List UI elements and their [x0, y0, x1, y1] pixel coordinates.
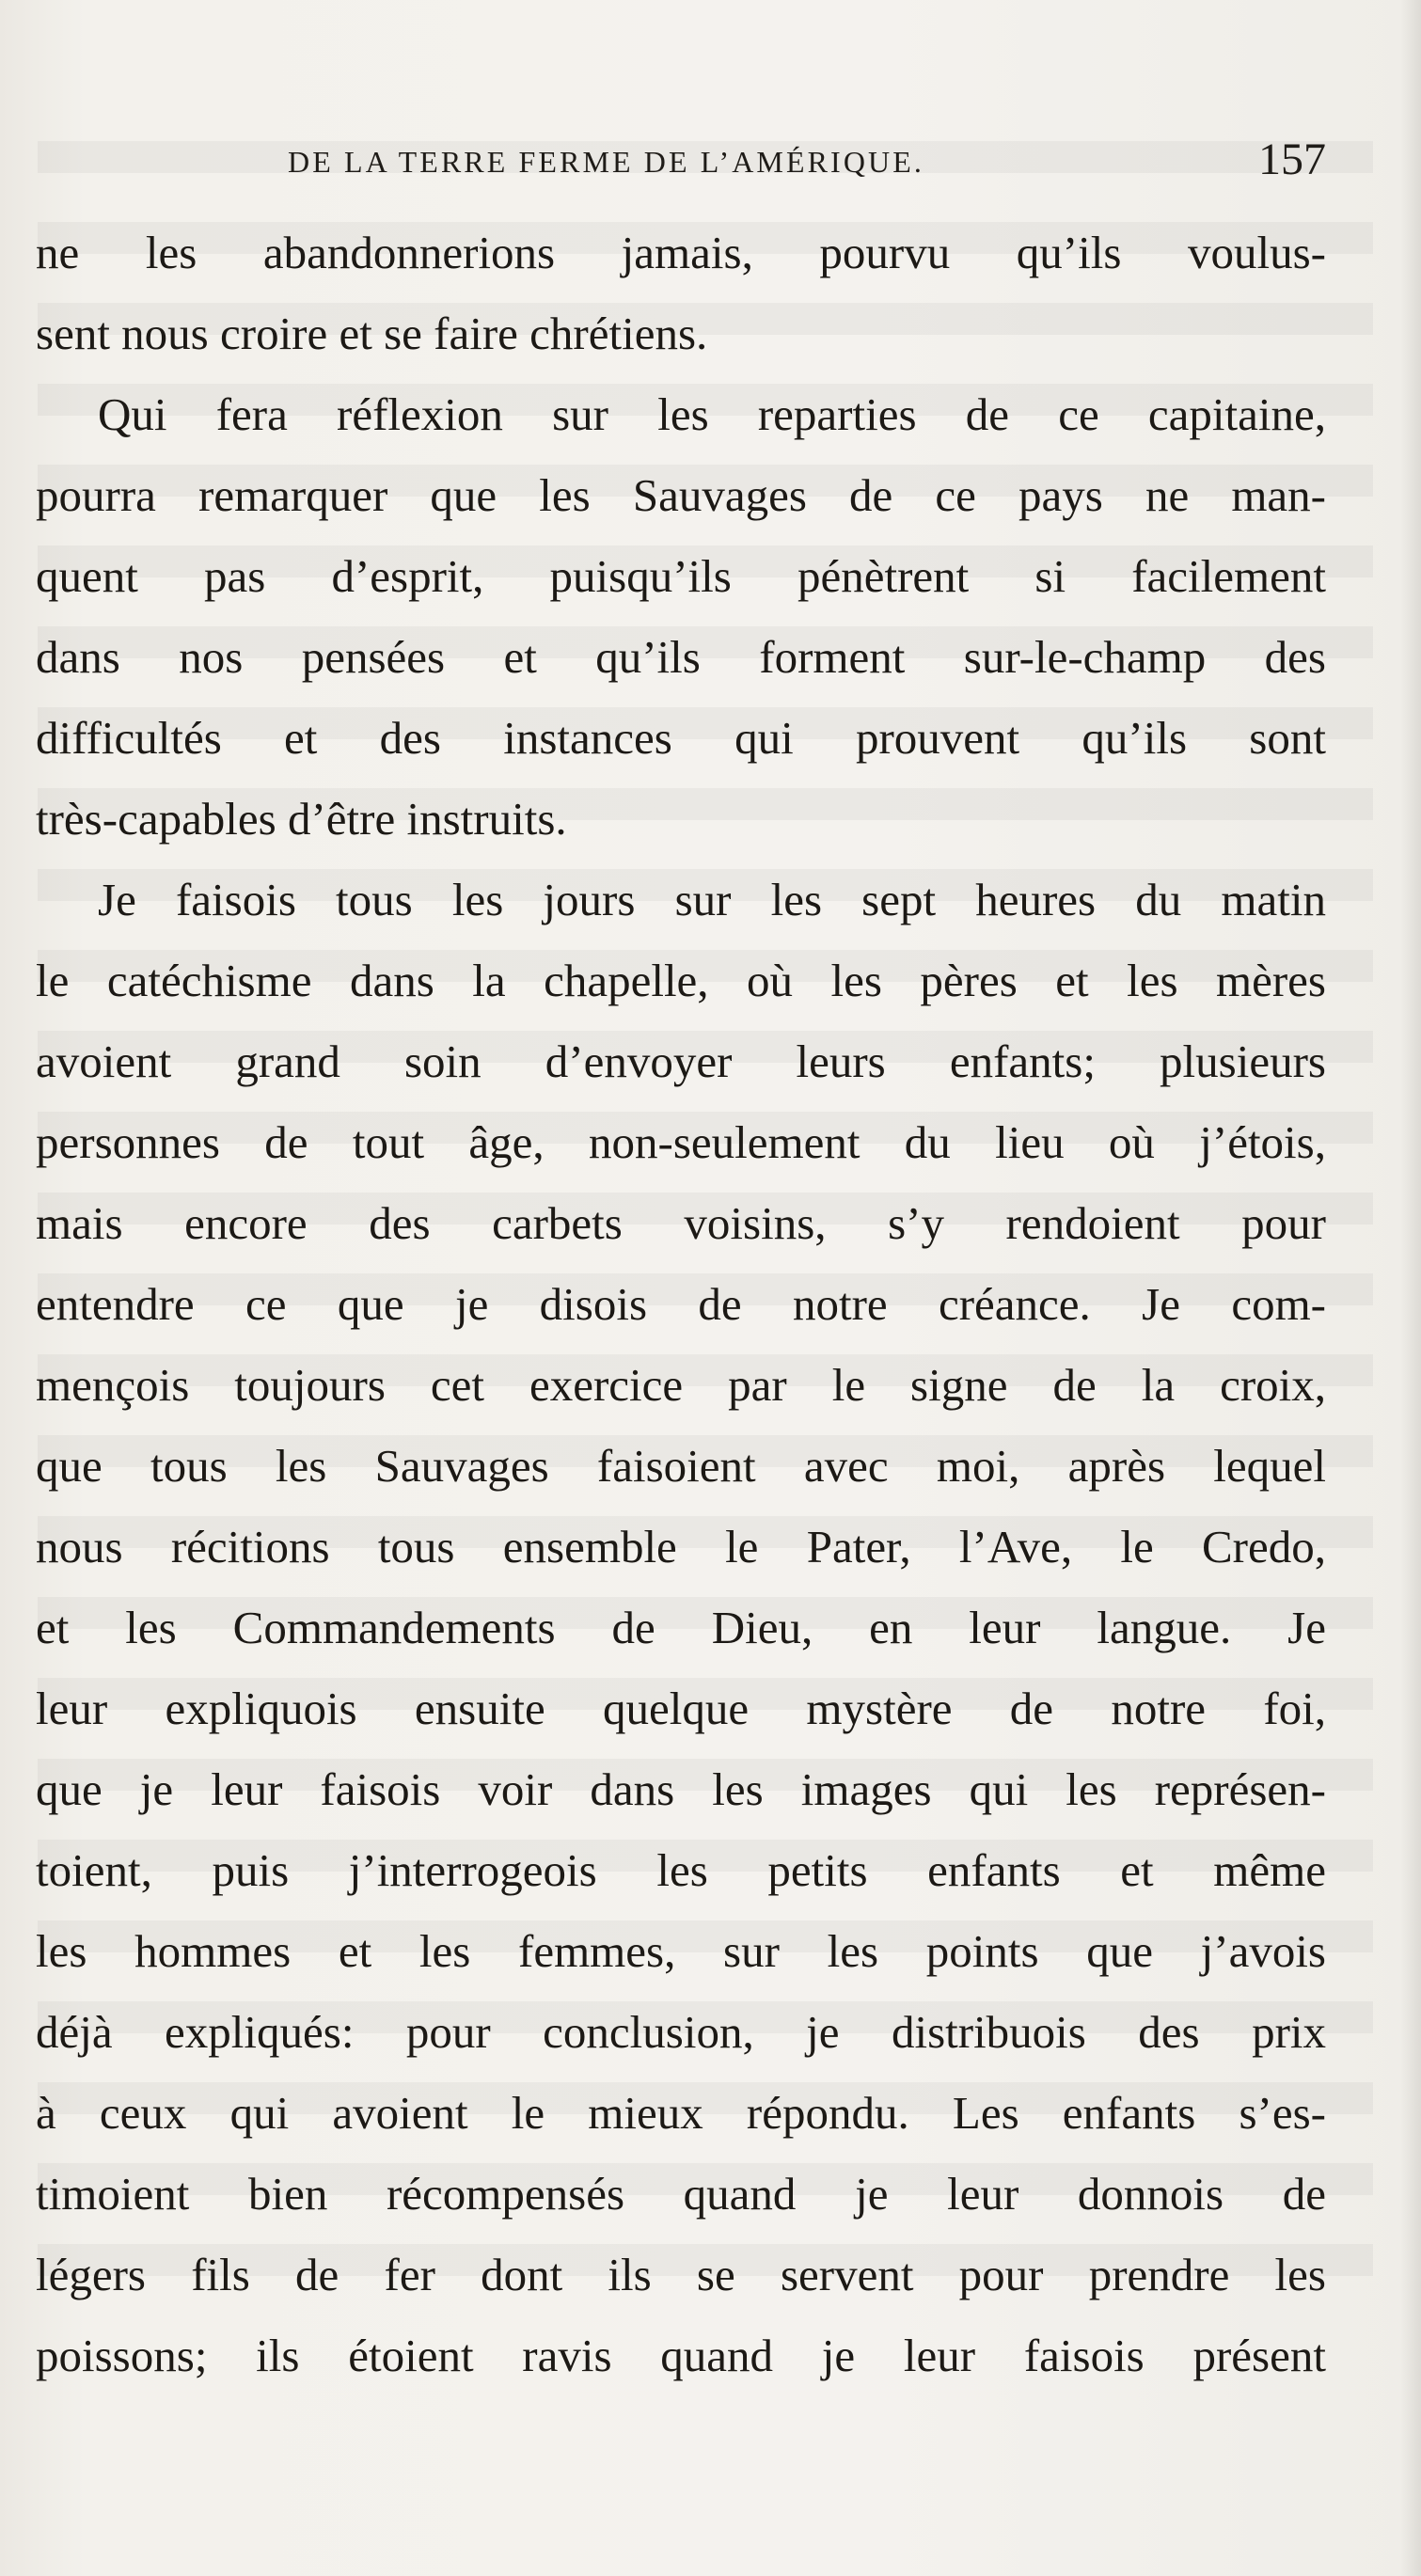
text-line: légers fils de fer dont ils se servent pour prendre les — [36, 2249, 1326, 2300]
text-line: et les Commandements de Dieu, en leur langue. Je — [36, 1602, 1326, 1653]
text-line: toient, puis j’interrogeois les petits enfants et même — [36, 1844, 1326, 1896]
text-line: à ceux qui avoient le mieux répondu. Les enfants s’es- — [36, 2087, 1326, 2139]
text-line: mais encore des carbets voisins, s’y rendoient pour — [36, 1197, 1326, 1249]
text-line: que tous les Sauvages faisoient avec moi, après lequel — [36, 1440, 1326, 1492]
text-line: leur expliquois ensuite quelque mystère de notre foi, — [36, 1683, 1326, 1734]
text-line: pourra remarquer que les Sauvages de ce pays ne man- — [36, 469, 1326, 521]
text-line: poissons; ils étoient ravis quand je leur faisois présent — [36, 2330, 1326, 2381]
text-line: Je faisois tous les jours sur les sept heures du matin — [98, 874, 1326, 925]
body-text — [36, 213, 1326, 2381]
text-line: sent nous croire et se faire chrétiens. — [36, 308, 708, 359]
text-line: timoient bien récompensés quand je leur donnois de — [36, 2168, 1326, 2220]
text-line: personnes de tout âge, non-seulement du lieu où j’étois, — [36, 1116, 1326, 1168]
text-line: difficultés et des instances qui prouvent qu’ils sont — [36, 712, 1326, 764]
text-line: entendre ce que je disois de notre créance. Je com- — [36, 1278, 1326, 1330]
text-line: dans nos pensées et qu’ils forment sur-le-champ des — [36, 631, 1326, 683]
text-line: quent pas d’esprit, puisqu’ils pénètrent si facilement — [36, 550, 1326, 602]
text-line: avoient grand soin d’envoyer leurs enfants; plusieurs — [36, 1035, 1326, 1087]
text-line: que je leur faisois voir dans les images qui les représen- — [36, 1763, 1326, 1815]
page-header — [288, 134, 1326, 190]
text-line: mençois toujours cet exercice par le signe de la croix, — [36, 1359, 1326, 1411]
page-number: 157 — [1258, 134, 1326, 184]
text-line: le catéchisme dans la chapelle, où les pères et les mères — [36, 955, 1326, 1006]
text-line: déjà expliqués: pour conclusion, je distribuois des prix — [36, 2006, 1326, 2058]
text-line: nous récitions tous ensemble le Pater, l’Ave, le Credo, — [36, 1521, 1326, 1572]
text-line: Qui fera réflexion sur les reparties de ce capitaine, — [98, 388, 1326, 440]
running-title: DE LA TERRE FERME DE L’AMÉRIQUE. — [288, 145, 924, 179]
page-edge-shadow — [1400, 0, 1421, 2576]
text-line: très-capables d’être instruits. — [36, 793, 567, 845]
text-line: ne les abandonnerions jamais, pourvu qu’ils voulus- — [36, 227, 1326, 278]
text-line: les hommes et les femmes, sur les points que j’avois — [36, 1925, 1326, 1977]
